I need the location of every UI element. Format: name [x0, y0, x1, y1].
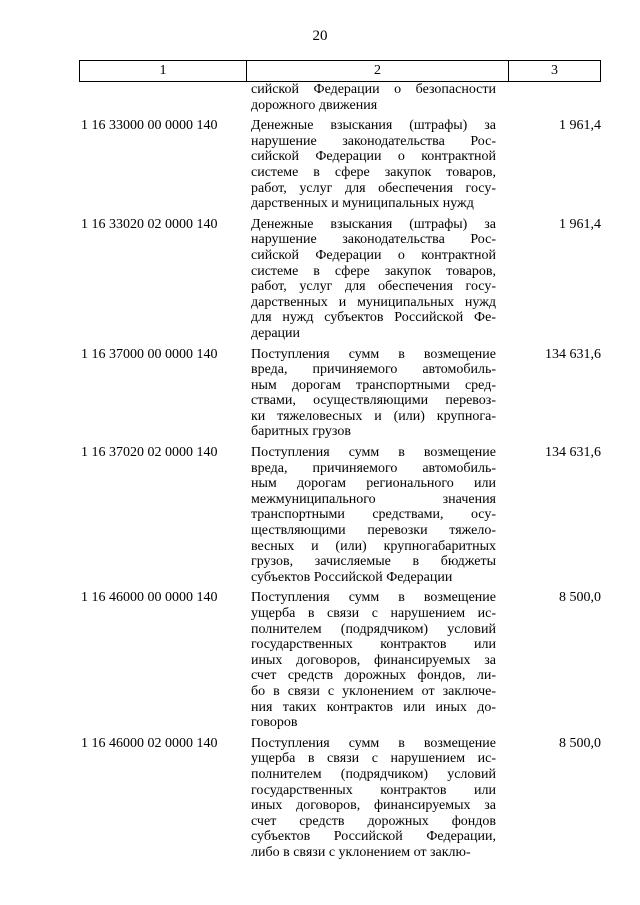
description-line: говоров: [251, 715, 298, 731]
description-line: системе в сфере закупок товаров,: [251, 263, 496, 279]
row-spacer: [79, 861, 601, 866]
income-description-cell: [251, 445, 496, 585]
amount-cell: 8 500,0: [559, 590, 601, 606]
budget-code-cell: 1 16 46000 00 0000 140: [81, 590, 218, 606]
description-line: дерации: [251, 325, 301, 341]
description-line: вреда, причиняемого автомобиль-: [251, 362, 496, 378]
description-line: Поступления сумм в возмещение: [251, 590, 496, 606]
budget-code-cell: 1 16 46000 02 0000 140: [81, 735, 218, 751]
description-line: сийской Федерации о контрактной: [251, 149, 496, 165]
income-description-cell: [251, 217, 496, 342]
description-line: вреда, причиняемого автомобиль-: [251, 460, 496, 476]
income-description-cell: [251, 347, 496, 441]
description-line: нарушение законодательства Рос-: [251, 133, 496, 149]
income-description-cell: [251, 82, 496, 113]
description-line: ствами, осуществляющими перевоз-: [251, 393, 496, 409]
description-line: полнителем (подрядчиком) условий: [251, 621, 496, 637]
description-line: Поступления сумм в возмещение: [251, 346, 496, 362]
budget-code-cell: 1 16 37020 02 0000 140: [81, 445, 218, 461]
description-line: государственных контрактов или: [251, 637, 496, 653]
amount-cell: 1 961,4: [559, 216, 601, 232]
description-line: Поступления сумм в возмещение: [251, 735, 496, 751]
description-line: весных и (или) крупногабаритных: [251, 538, 496, 554]
description-line: ущерба в связи с нарушением ис-: [251, 606, 496, 621]
table-row: [79, 590, 601, 730]
description-line: ки тяжеловесных и (или) крупнога-: [251, 408, 496, 424]
budget-code-cell: [79, 82, 246, 113]
table-row: [79, 118, 601, 212]
description-line: субъектов Российской Федерации: [251, 569, 453, 585]
description-line: либо в связи с уклонением от заклю-: [251, 844, 471, 860]
description-line: ния таких контрактов или иных до-: [251, 699, 496, 715]
description-line: баритных грузов: [251, 424, 351, 440]
description-line: Поступления сумм в возмещение: [251, 445, 496, 461]
description-line: работ, услуг для обеспечения госу-: [251, 279, 496, 295]
income-description-cell: [251, 590, 496, 730]
table-header-row: [79, 60, 601, 82]
income-description-cell: [251, 736, 496, 861]
description-line: ным дорогам транспортными сред-: [251, 377, 496, 393]
amount-cell: [496, 82, 601, 113]
description-line: ществляющими перевозки тяжело-: [251, 523, 496, 539]
table-row: [79, 445, 601, 585]
amount-cell: 8 500,0: [559, 735, 601, 751]
description-line: сийской Федерации о контрактной: [251, 247, 496, 263]
description-line: межмуниципального значения: [251, 491, 496, 507]
page-number: 20: [312, 28, 328, 44]
description-line: иных договоров, финансируемых за: [251, 652, 496, 668]
description-line: дорожного движения: [251, 97, 378, 113]
budget-table: [79, 60, 601, 866]
table-row-continuation: [79, 82, 601, 113]
description-line: ным дорогам регионального или: [251, 476, 496, 492]
description-line: Денежные взыскания (штрафы) за: [251, 216, 496, 232]
table-row: [79, 736, 601, 861]
budget-code-cell: 1 16 33000 00 0000 140: [81, 118, 218, 134]
column-header-name: 2: [247, 61, 509, 81]
budget-code-cell: 1 16 37000 00 0000 140: [81, 346, 218, 362]
table-row: [79, 217, 601, 342]
description-line: сийской Федерации о безопасности: [251, 82, 496, 97]
description-line: государственных контрактов или: [251, 782, 496, 798]
amount-cell: 134 631,6: [545, 346, 601, 362]
table-row: [79, 347, 601, 441]
amount-cell: 1 961,4: [559, 118, 601, 134]
description-line: дарственных и муниципальных нужд: [251, 294, 496, 310]
table-body: [79, 82, 601, 866]
description-line: Денежные взыскания (штрафы) за: [251, 118, 496, 134]
column-header-code: 1: [80, 61, 247, 81]
budget-code-cell: 1 16 33020 02 0000 140: [81, 216, 218, 232]
income-description-cell: [251, 118, 496, 212]
description-line: дарственных и муниципальных нужд: [251, 196, 474, 212]
description-line: иных договоров, финансируемых за: [251, 798, 496, 814]
description-line: нарушение законодательства Рос-: [251, 232, 496, 248]
description-line: субъектов Российской Федерации,: [251, 829, 496, 845]
description-line: счет средств дорожных фондов: [251, 813, 496, 829]
description-line: ущерба в связи с нарушением ис-: [251, 751, 496, 767]
description-line: работ, услуг для обеспечения госу-: [251, 180, 496, 196]
description-line: транспортными средствами, осу-: [251, 507, 496, 523]
description-line: счет средств дорожных фондов, ли-: [251, 668, 496, 684]
description-line: грузов, зачисляемые в бюджеты: [251, 554, 496, 570]
description-line: бо в связи с уклонением от заключе-: [251, 683, 496, 699]
description-line: полнителем (подрядчиком) условий: [251, 766, 496, 782]
column-header-amount: 3: [551, 63, 558, 78]
description-line: для нужд субъектов Российской Фе-: [251, 310, 496, 326]
amount-cell: 134 631,6: [545, 445, 601, 461]
description-line: системе в сфере закупок товаров,: [251, 164, 496, 180]
